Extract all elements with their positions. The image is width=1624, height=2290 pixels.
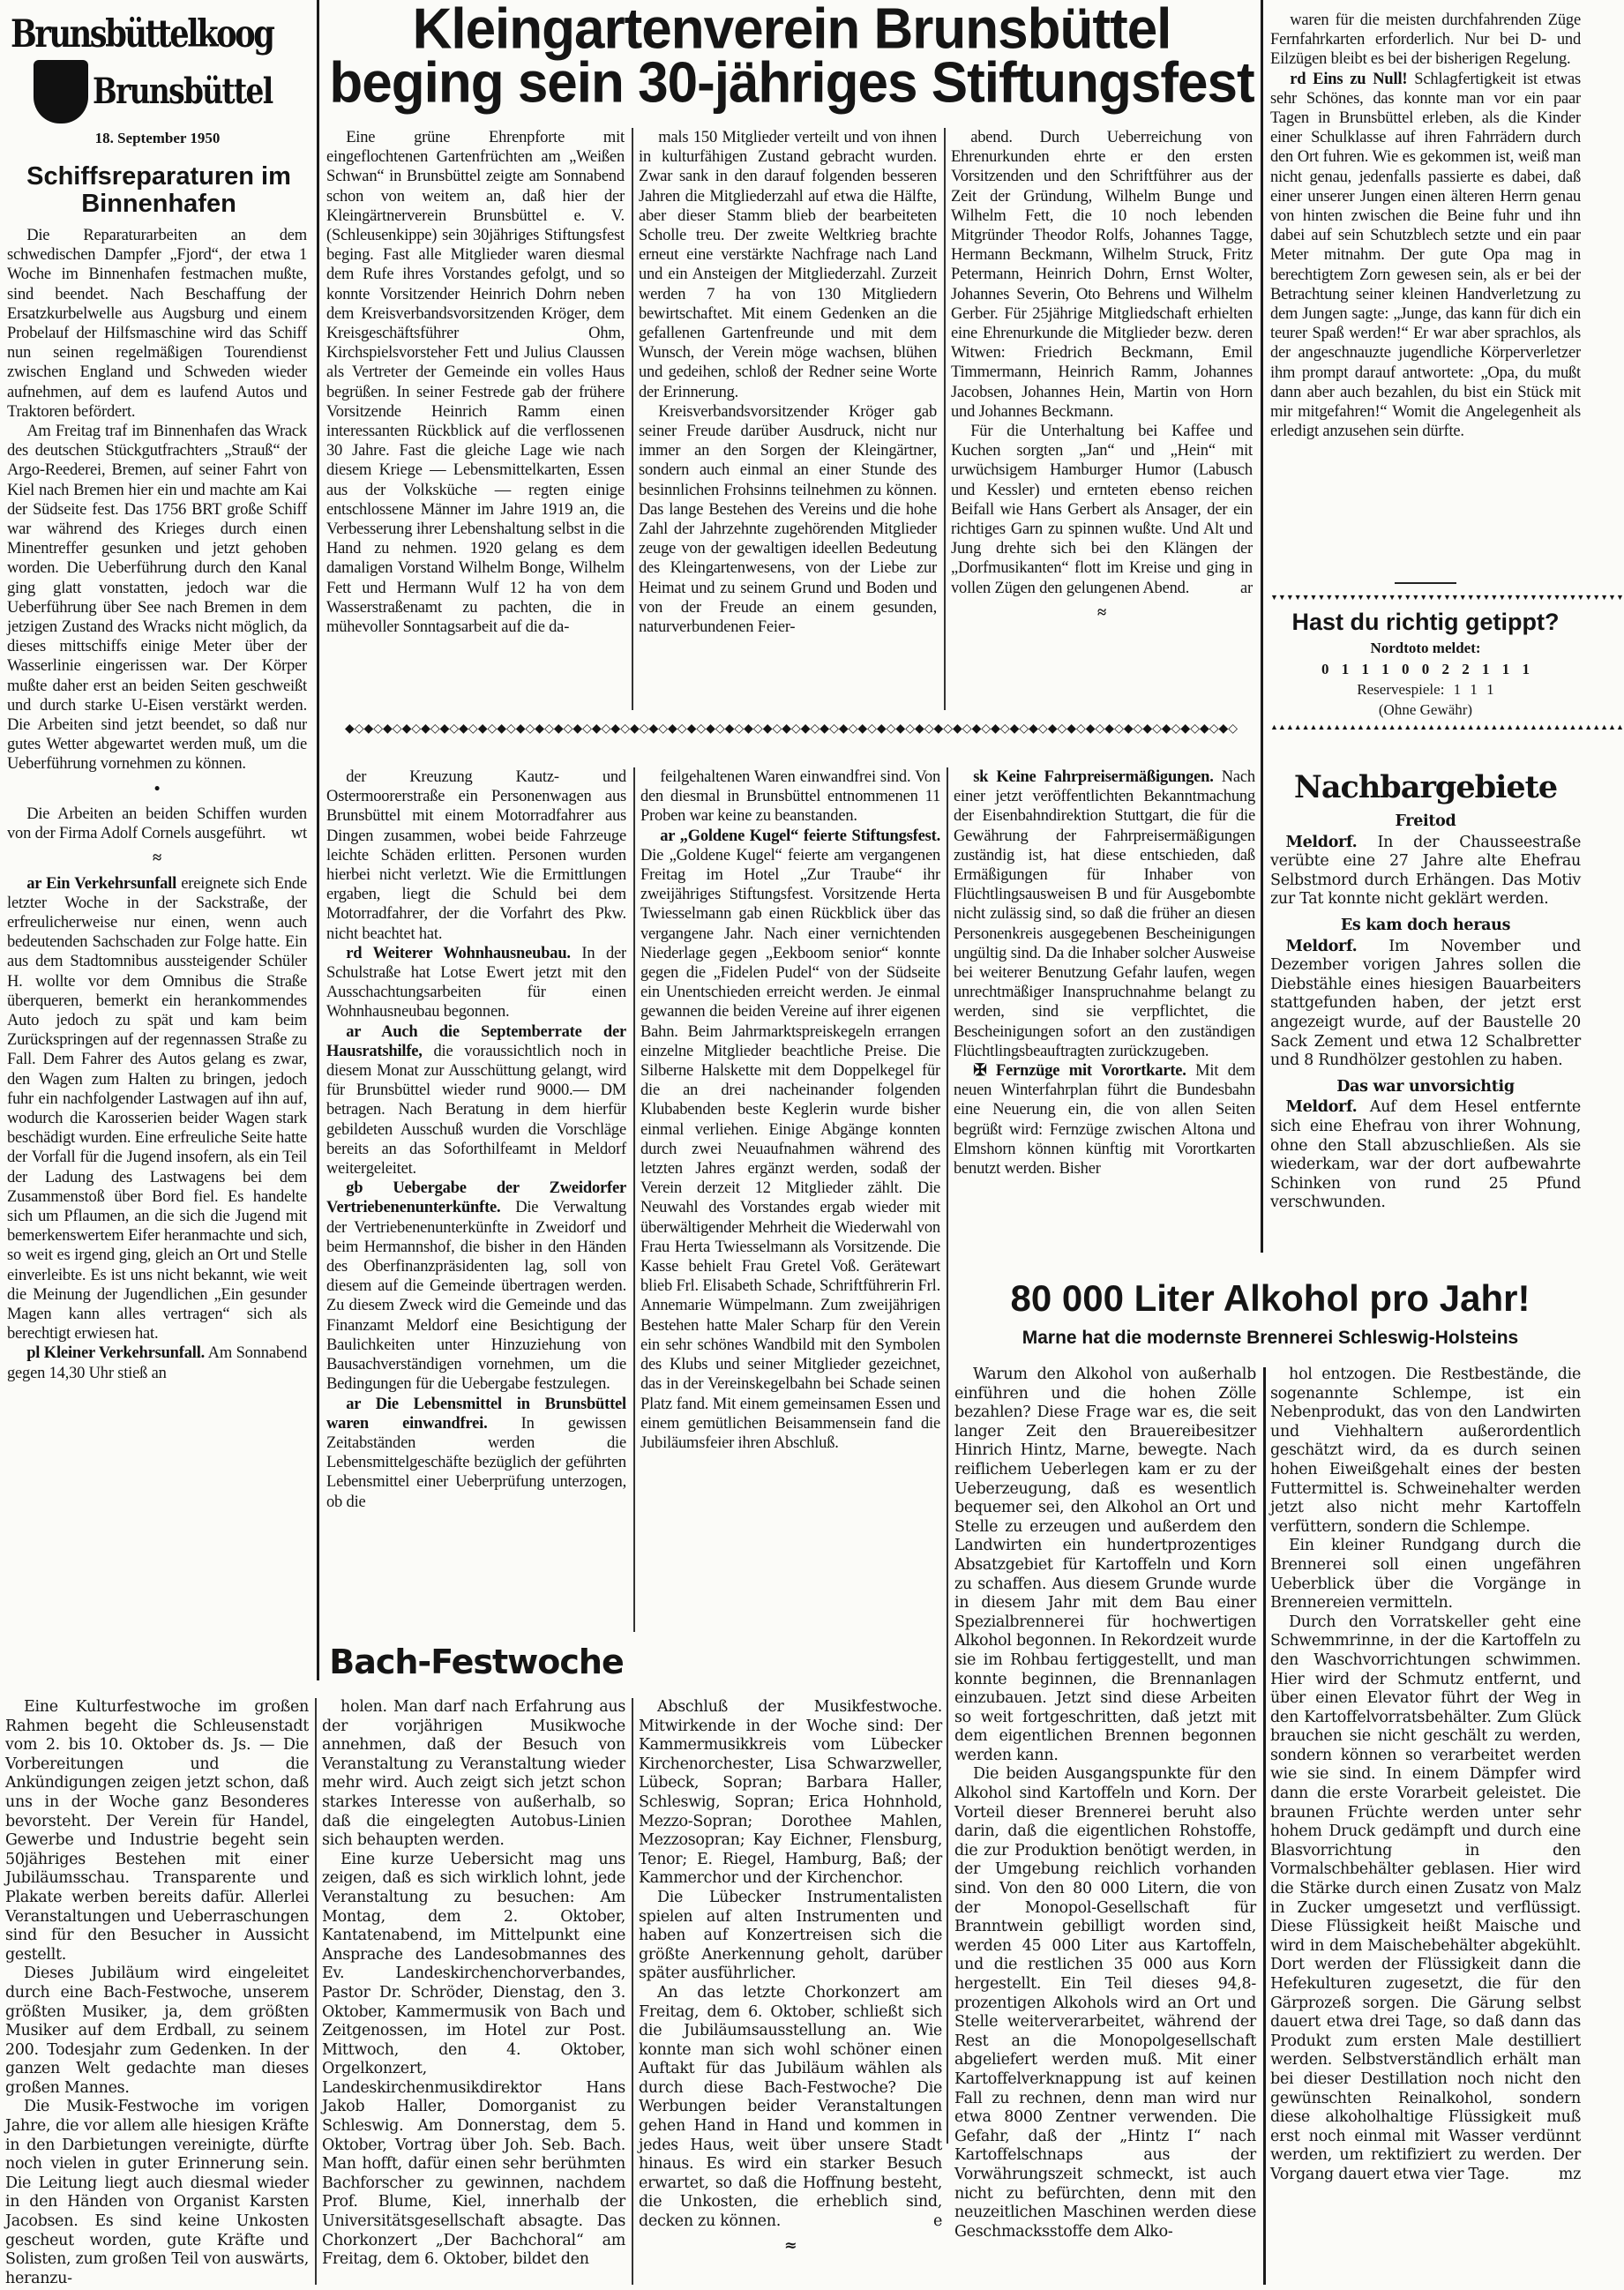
- toto-ornament-bottom: ▲▲▲▲▲▲▲▲▲▲▲▲▲▲▲▲▲▲▲▲▲▲▲▲▲▲▲▲▲▲▲▲▲▲▲▲▲▲▲▲▲▲▲▲▲: [1270, 722, 1624, 731]
- bach-col2: [322, 1698, 625, 2287]
- kleingarten-col2: [639, 128, 937, 715]
- paragraph-text: In gewissen Zeitabständen werden die Lebensmittelgeschäfte bezüglich der geführten Lebensmittel einer Ueberprüfung unterzogen, ob die: [326, 1414, 626, 1511]
- paragraph-text: Die Reparaturarbeiten an dem schwedischen Dampfer „Fjord“, der etwa 1 Woche im Binnenhafen festmachen mußte, sind beendet. Nach Beschaffung der Ersatzkurbelwelle aus Augsburg und einem Probelauf der Hilfsmaschine wird das Schiff nun seinen regelmäßigen Tourendienst zwischen England und Schweden wieder aufnehmen, auf dem es laufend Autos und Traktoren befördert.: [7, 227, 307, 421]
- paragraph: [639, 402, 937, 637]
- author-initials: e: [932, 2212, 942, 2231]
- kleingarten-col3: [951, 128, 1253, 715]
- column-divider: [1263, 1367, 1266, 2285]
- paragraph: [7, 422, 307, 775]
- paragraph: [640, 827, 940, 1454]
- separator-ornament: •: [153, 780, 161, 798]
- toto-ornament-top: ▼▼▼▼▼▼▼▼▼▼▼▼▼▼▼▼▼▼▼▼▼▼▼▼▼▼▼▼▼▼▼▼▼▼▼▼▼▼▼▼▼▼▼▼▼: [1270, 593, 1624, 602]
- paragraph-text: der Kreuzung Kautz- und Ostermoorerstraße ein Personenwagen aus Brunsbüttel mit einem Motorradfahrer aus Dingen zusammen, wobei beide Fahrzeuge leichte Schäden erlitten. Personen wurden hierbei nicht verletzt. Wie die Ermittlungen ergaben, liegt die Schuld bei dem Motorradfahrer, der die Vorfahrt des Pkw. nicht beachtet hat.: [326, 768, 626, 943]
- paragraph: [951, 128, 1253, 422]
- toto-subtitle: Nordtoto meldet:: [1370, 640, 1481, 656]
- paragraph: [7, 804, 307, 843]
- section-title-nachbargebiete: Nachbargebiete: [1293, 769, 1558, 805]
- paragraph-text: waren für die meisten durchfahrenden Züge Fernfahrkarten erforderlich. Nur bei D- und Eilzügen bleibt es bei der bisherigen Regelung.: [1270, 11, 1581, 69]
- paragraph: [326, 1179, 626, 1394]
- article-subtitle-alkohol: Marne hat die modernste Brennerei Schleswig-Holsteins: [1022, 1328, 1519, 1348]
- masthead: [0, 0, 315, 150]
- top-border-ornament: [1395, 582, 1456, 584]
- column-divider: [315, 1698, 317, 2285]
- paragraph: [640, 767, 940, 827]
- paragraph: [1270, 1537, 1581, 1613]
- news-item-heading: Das war unvorsichtig: [1336, 1077, 1515, 1096]
- column-divider: [632, 1698, 633, 2285]
- paragraph-text: mals 150 Mitglieder verteilt und von ihnen in kulturfähigen Zustand gebracht wurden. Zwar sank in den darauf folgenden besseren Jahren die Mitgliederzahl auf etwa die Hälfte, aber dieser Stamm blieb der bearbeiteten Scholle treu. Der zweite Weltkrieg brachte erneut eine verstärkte Nachfrage nach Land und ein Ansteigen der Mitgliederzahl. Zurzeit werden 7 ha von 130 Mitgliedern bewirtschaftet. Mit einem Gedenken an die gefallenen Gartenfreunde und mit dem Wunsch, der Verein möge wachsen, blühen und gedeihen, schloß der Redner seine Worte der Erinnerung.: [639, 129, 937, 401]
- paragraph-lead: gb Uebergabe der Zweidorfer Vertriebenenunterkünfte.: [326, 1179, 626, 1217]
- paragraph-text: Abschluß der Musikfestwoche. Mitwirkende in der Woche sind: Der Kammermusikkreis vom Lübecker Kirchenorchester, Lisa Schwarzweller, Lübeck, Sopran; Barbara Haller, Schleswig, Sopran; Erica Hohnhold, Mezzo-Sopran; Dorothee Mahlen, Mezzosopran; Kay Eichner, Flensburg, Tenor; E. Riegel, Hamburg, Baß; der Kammerchor und der Kirchenchor.: [639, 1698, 942, 1888]
- paragraph: [639, 128, 937, 402]
- masthead-logo-line2: Brunsbüttel: [93, 71, 273, 112]
- toto-title: Hast du richtig getippt?: [1291, 609, 1560, 635]
- paragraph: [954, 1765, 1256, 2241]
- coat-of-arms-icon: [34, 60, 88, 123]
- article-title-alkohol: 80 000 Liter Alkohol pro Jahr!: [1010, 1277, 1530, 1319]
- paragraph-text: Für die Unterhaltung bei Kaffee und Kuchen sorgten „Jan“ und „Hein“ mit urwüchsigem Hamburger Humor (Labusch und Kessler) und ernteten ebenso reichen Beifall wie Hans Gerbert als Ansager, der ein richtiges Garn zu spinnen wußte. Und Alt und Jung drehte sich bei den Klängen der „Dorfmusikanten“ flott im Kreise und ging in vollen Zügen den gelungenen Abend.: [951, 423, 1253, 597]
- column-divider: [632, 128, 633, 710]
- paragraph-text: In der Schulstraße hat Lotse Ewert jetzt mit den Ausschachtungsarbeiten für einen Wohnhausneubau begonnen.: [326, 944, 626, 1022]
- paragraph-text: holen. Man darf nach Erfahrung aus der vorjährigen Musikwoche annehmen, daß der Besuch von Veranstaltung zu Veranstaltung wieder mehr wird. Auch zeigt sich jetzt schon starkes Interesse von außerhalb, so daß die eingelegten Autobus-Linien sich behaupten werden.: [322, 1698, 625, 1850]
- paragraph-text: Eine kurze Uebersicht mag uns zeigen, daß es sich wirklich lohnt, jede Veranstaltung zu besuchen: Am Montag, dem 2. Oktober, Kantatenabend, im Mittelpunkt eine Ansprache des Landesobmannes des Ev. Landeskirchenchorverbandes, Pastor Dr. Schröder, Dienstag, den 3. Oktober, Kammermusik von Bach und Zeitgenossen, im Hotel zur Post. Mittwoch, den 4. Oktober, Orgelkonzert, Landeskirchenmusikdirektor Hans Jakob Haller, Domorganist zu Schleswig. Am Donnerstag, dem 5. Oktober, Vortrag über Joh. Seb. Bach. Man hofft, dafür einen sehr berühmten Bachforscher zu gewinnen, nachdem Prof. Blume, Kiel, innerhalb der Universitätsgesellschaft absagte. Das Chorkonzert „Der Bachchoral“ am Freitag, dem 6. Oktober, bildet den: [322, 1850, 625, 2269]
- author-initials: ar: [1240, 579, 1253, 597]
- paragraph: [1270, 1366, 1581, 1537]
- main-headline: [326, 0, 1257, 116]
- paragraph: [951, 422, 1253, 598]
- article-title-bach: Bach-Festwoche: [329, 1643, 624, 1681]
- paragraph-text: hol entzogen. Die Restbestände, die sogenannte Schlempe, ist ein Nebenprodukt, das von den Landwirten und Viehhaltern außerordentlich geschätzt wird, da es durch seinen hohen Eiweißgehalt eines der besten Futtermittel is. Schweinehalter werden jetzt also nicht mehr Kartoffeln verfüttern, sondern die Schlempe.: [1270, 1366, 1581, 1536]
- paragraph: [326, 767, 626, 944]
- paragraph-text: Die Lübecker Instrumentalisten spielen auf alten Instrumenten und haben auf Konzertreisen sich die größte Anerkennung geholt, darüber später ausführlicher.: [639, 1888, 942, 1983]
- paragraph-text: ereignete sich Ende letzter Woche in der Sackstraße, der erfreulicherweise nur einen, wenn auch bedeutenden Sachschaden zur Folge hatte. Ein aus dem Stadtomnibus aussteigender Schüler H. wollte vor dem Omnibus die Straße überqueren, bemerkt ein herankommendes Auto jedoch zu spät und kam beim Zurückspringen auf der regennassen Straße zu Fall. Dem Fahrer des Autos gelang es zwar, den Wagen zum Halten zu bringen, jedoch fuhr ein nachfolgender Lastwagen auf ihn auf, wodurch die Karosserien beider Wagen stark beschädigt wurden. Eine erfreuliche Seite hatte der Vorfall für die Jugend insofern, als ein Teil der Ladung des Lastwagens bei dem Zusammenstoß über Bord fiel. Es handelte sich um Pflaumen, an die sich die Jugend mit bemerkenswertem Eifer heranmachte und sich, so weit es irgend ging, gleich an Ort und Stelle einverleibte. Es ist uns nicht bekannt, wie weit die Meinung der Jugendlichen „Ein gesunder Magen kann alles vertragen“ sich als berechtigt erwiesen hat.: [7, 874, 307, 1343]
- paragraph-text: die voraussichtlich noch in diesem Monat zur Ausschüttung gelangt, wird für Brunsbüttel wieder rund 9000.— DM betragen. Nach Beratung in dem hierfür gebildeten Ausschuß wurden die Vorschläge bereits an das Soforthilfeamt in Meldorf weitergeleitet.: [326, 1042, 626, 1179]
- author-initials: wt: [290, 825, 307, 843]
- paragraph: [326, 1022, 626, 1179]
- local-news-col2: [640, 767, 940, 1632]
- paragraph-lead: ar Ein Verkehrsunfall: [26, 874, 177, 893]
- paragraph-lead: pl Kleiner Verkehrsunfall.: [26, 1344, 206, 1363]
- paragraph: [639, 1698, 942, 1889]
- separator-ornament: ≈: [153, 849, 161, 868]
- kleingarten-col1: [326, 128, 625, 715]
- toto-results: 0 1 1 1 0 0 2 2 1 1 1: [1321, 661, 1530, 677]
- toto-reserve: Reservespiele: 1 1 1: [1357, 681, 1494, 698]
- local-news-col1: [326, 767, 626, 1632]
- paragraph-text: Schlagfertigkeit ist etwas sehr Schönes, das konnte man vor ein paar Tagen in Brunsbüttel erleben, als die Kinder einer Schulklasse auf ihren Fahrrädern durch den Ort fuhren. Wie es gekommen ist, weiß man nicht genau, jedenfalls passierte es dabei, daß einer unserer Jungen einen älteren Herrn genau von hinten zwischen die Beine fuhr und ihn dabei auf sein Schutzblech setzte und ein paar Meter mitnahm. Der gute Opa mag in berechtigtem Zorn gewesen sein, als er bei der Betrachtung seiner kleinen Handverletzung zu dem Jungen sagte: „Junge, das kann für dich ein teurer Spaß werden!“ Er war aber sprachlos, als der angeschnauzte jugendliche Körperverletzer ihm prompt darauf antwortete: „Opa, du mußt dann aber auch bezahlen, du bist ein Stück mit mir mitgefahren!“ Womit die Angelegenheit als erledigt anzusehen sein dürfte.: [1270, 70, 1581, 441]
- paragraph-lead: rd Eins zu Null!: [1290, 70, 1408, 88]
- headline-line2: beging sein 30-jähriges Stiftungsfest: [329, 50, 1254, 116]
- paragraph-text: Ein kleiner Rundgang durch die Brennerei soll einen ungefähren Ueberblick über die Vorgänge in Brennereien vermitteln.: [1270, 1537, 1581, 1613]
- article-schiffsreparaturen: [7, 226, 307, 1630]
- news-item-body: Im November und Dezember vorigen Jahres sollen die Diebstähle eines hiesigen Bauarbeiters stattgefunden haben, der jetzt erst angezeigt wurde, auf der Baustelle 20 Sack Zement und etwa 12 Schalbretter und 8 Rundhölzer gestohlen zu haben.: [1270, 937, 1581, 1070]
- toto-note: (Ohne Gewähr): [1378, 701, 1473, 718]
- news-item-text: [1270, 1098, 1581, 1213]
- news-item-body: In der Chausseestraße verübte eine 27 Jahre alte Ehefrau Selbstmord durch Erhängen. Das Motiv zur Tat konnte nicht geklärt werden.: [1270, 833, 1581, 909]
- paragraph-text: Nach einer jetzt veröffentlichten Bekanntmachung der Eisenbahndirektion Stuttgart, die für die Gewährung der Fahrpreisermäßigungen zuständig ist, hat diese entschieden, daß Ermäßigungen für Inhaber von Flüchtlingsausweisen B und für Ausgebombte nicht zulässig sind, so daß die früher an diesen Personenkreis ausgegebenen Bescheinigungen ungültig sind. Da die Inhaber solcher Ausweise bei weiterer Benutzung Gefahr laufen, wegen unrechtmäßiger Inanspruchnahme belangt zu werden, sind sie verpflichtet, die Bescheinigungen sofort an den zuständigen Flüchtlingsbeauftragten zurückzugeben.: [954, 768, 1255, 1060]
- paragraph-lead: ar Auch die Septemberrate der Hausratshilfe,: [326, 1022, 626, 1060]
- paragraph: [1270, 11, 1581, 70]
- bach-col3: [639, 1698, 942, 2287]
- news-item-text: [1270, 834, 1581, 909]
- paragraph: [1270, 1613, 1581, 2185]
- masthead-logo-line1: Brunsbüttelkoog: [11, 12, 273, 56]
- paragraph: [5, 1698, 309, 1964]
- paragraph-text: Die beiden Ausgangspunkte für den Alkohol sind Kartoffeln und Korn. Der Vorteil dieser Brennerei beruht also darin, daß die eigentlichen Rohstoffe, die zur Produktion benötigt werden, in der Umgebung reichlich vorhanden sind. Von den 80 000 Litern, die von der Monopol-Gesellschaft für Branntwein gebilligt worden sind, werden 45 000 Liter aus Kartoffeln, und die restlichen 35 000 aus Korn hergestellt. Ein Teil dieses 94,8-prozentigen Alkohols wird an Ort und Stelle weiterverarbeitet, während der Rest an die Monopolgesellschaft abgeliefert werden muß. Mit einer Kartoffelverknappung ist auf keinen Fall zu rechnen, denn man wird nur etwa 8000 Zentner verwenden. Die Gefahr, daß der „Hintz I“ nach Kartoffelschnaps aus der Vorwährungszeit schmeckt, ist auch nicht zu befürchten, denn mit den neuzeitlichen Maschinen werden diese Geschmacksstoffe dem Alko-: [954, 1765, 1256, 2241]
- alkohol-col2: [1270, 1366, 1581, 2285]
- paragraph-text: Dieses Jubiläum wird eingeleitet durch eine Bach-Festwoche, unserem größten Musiker, ja, dem größten Musiker auf dem Erdball, zu seinem 200. Todesjahr zum Gedenken. In der ganzen Welt gedachte man dieses großen Mannes.: [5, 1964, 309, 2097]
- paragraph: [7, 874, 307, 1344]
- news-item-place: Meldorf.: [1285, 1098, 1358, 1117]
- bach-col1: [5, 1698, 309, 2287]
- issue-date: 18. September 1950: [94, 130, 221, 146]
- nachbargebiete-section: [1270, 769, 1581, 1213]
- ornamental-divider: ◆◇◆◇◆◇◆◇◆◇◆◇◆◇◆◇◆◇◆◇◆◇◆◇◆◇◆◇◆◇◆◇◆◇◆◇◆◇◆◇◆◇◆◇◆◇◆◇◆◇◆◇◆◇◆◇◆◇◆◇◆◇◆◇◆◇◆◇◆◇◆◇◆◇◆◇◆◇◆◇◆◇◆◇◆◇◆◇◆◇◆◇◆◇: [344, 722, 1239, 736]
- paragraph-text: Eine grüne Ehrenpforte mit eingeflochtenen Gartenfrüchten am „Weißen Schwan“ in Brunsbüttel zeigte am Sonnabend schon von weitem an, daß hier der Kleingärtnerverein Brunsbüttel e. V. (Schleusenkippe) sein 30jähriges Stiftungsfest beging. Fast alle Mitglieder waren diesmal dem Rufe ihres Vorstandes gefolgt, und so konnte Vorsitzender Heinrich Dohrn neben dem Kreisverbandsvorsitzenden Kröger, dem Kreisgeschäftsführer Ohm, Kirchspielsvorsteher Fett und Julius Claussen als Vertreter der Gemeinde ein volles Haus begrüßen. In seiner Festrede gab der frühere Vorsitzende Heinrich Ramm einen interessanten Rückblick auf die verflossenen 30 Jahre. Fast die gleiche Lage wie nach diesem Kriege — Lebensmittelkarten, Essen aus der Volksküche — regten einige entschlossene Männer im Jahre 1919 an, die Verbesserung ihrer Lebenshaltung selbst in die Hand zu nehmen. 1920 gelang es dem damaligen Vorstand Wilhelm Bonge, Wilhelm Fett und Hermann Wulf 12 ha von dem Wasserstraßenamt zu pachten, die in mühevoller Sonntagsarbeit auf die da-: [326, 129, 625, 637]
- column-divider: [1261, 0, 1263, 1253]
- author-initials: mz: [1558, 2165, 1581, 2183]
- article-title-schiffsreparaturen: Schiffsreparaturen im Binnenhafen: [26, 162, 291, 218]
- paragraph: [5, 1964, 309, 2098]
- separator-ornament: ≈: [1097, 603, 1106, 622]
- alkohol-col1: [954, 1366, 1256, 2285]
- paragraph: [954, 767, 1255, 1061]
- paragraph-text: Warum den Alkohol von außerhalb einführen und die hohen Zölle bezahlen? Diese Frage war es, die seit langer Zeit den Brauereibesitzer Hinrich Hintz, Marne, bewegte. Nach reiflichem Ueberlegen kam er zu der Ueberzeugung, daß es wesentlich bequemer sei, den Alkohol an Ort und Stelle zu erzeugen und außerdem den Landwirten ein hundertprozentiges Absatzgebiet für Kartoffeln und Korn zu schaffen. Aus diesem Grunde wurde in diesem Jahr mit dem Bau einer Spezialbrennerei für hochwertigen Alkohol begonnen. In Rekordzeit wurde sie im Rohbau fertiggestellt, und man konnte beginnen, die Brennanlagen einzubauen. Jetzt sind diese Arbeiten so weit fortgeschritten, daß jetzt mit dem eigentlichen Brennen begonnen werden kann.: [954, 1366, 1256, 1764]
- column-divider: [944, 128, 946, 710]
- news-item-heading: Freitod: [1395, 812, 1456, 830]
- paragraph-text: Am Freitag traf im Binnenhafen das Wrack des deutschen Stückgutfrachters „Strauß“ der Argo-Reederei, Bremen, auf seiner Fahrt von Kiel nach Bremen hier ein und machte am Kai der Südseite fest. Das 1756 BRT große Schiff war während des Krieges durch einen Minentreffer gesunken und jetzt gehoben worden. Die Ueberführung durch den Kanal ging glatt vonstatten, jedoch war die Ueberführung über See nach Bremen in dem jetzigen Zustand des Wracks nicht möglich, da dieses mittschiffs einige Meter über der Wasserlinie eingerissen war. Der Körper mußte daher erst an beiden Seiten geschweißt und durch starke U-Eisen verstärkt werden. Die Arbeiten sind jetzt beendet, so daß nur gutes Wetter abgewartet werden muß, um die Ueberführung vornehmen zu können.: [7, 423, 307, 774]
- right-column-news: [1270, 11, 1581, 575]
- paragraph: [326, 128, 625, 637]
- paragraph-text: abend. Durch Ueberreichung von Ehrenurkunden ehrte er den ersten Vorsitzenden und den Schriftführer aus der Zeit der Gründung, Wilhelm Bunge und Wilhelm Fett, die 10 noch lebenden Mitgründer Theodor Rolfs, Johannes Tagge, Hermann Beckmann, Wilhelm Struck, Fritz Petermann, Heinrich Dohrn, Ernst Wolter, Johannes Severin, Oto Behrens und Wilhelm Gerber. Für 25jährige Mitgliedschaft erhielten eine Ehrenurkunde die Mitglieder bezw. deren Witwen: Friedrich Beckmann, Emil Timmermann, Heinrich Ramm, Johannes Jacobsen, Johannes Hein, Martin von Horn und Johannes Beckmann.: [951, 129, 1253, 421]
- news-item-body: Auf dem Hesel entfernte sich eine Ehefrau von ihrer Wohnung, ohne den Stall abzuschließen. Als sie wiederkam, war der dort aufbewahrte Schinken von rund 25 Pfund verschwunden.: [1270, 1098, 1581, 1212]
- paragraph: [639, 1889, 942, 1984]
- news-item-place: Meldorf.: [1285, 937, 1358, 955]
- paragraph-text: Die Musik-Festwoche im vorigen Jahre, die vor allem alle hiesigen Kräfte in den Darbietungen vereinigte, dürfte noch vielen in guter Erinnerung sein. Die Leitung liegt auch diesmal wieder in den Händen von Organist Karsten Jacobsen. Es sind keine Unkosten gescheut worden, gute Kräfte und Solisten, zum großen Teil von auswärts, heranzu-: [5, 2098, 309, 2287]
- paragraph-lead: rd Weiterer Wohnhausneubau.: [346, 944, 571, 962]
- paragraph: [326, 944, 626, 1022]
- paragraph: [639, 1984, 942, 2232]
- paragraph-text: Durch den Vorratskeller geht eine Schwemmrinne, in der die Kartoffeln zu den Waschvorrichtungen schwimmen. Hier wird der Schmutz entfernt, und über einen Elevator führt der Weg in den Kartoffelvorratsbehälter. Zum Glück brauchen sie nicht geschält zu werden, sondern können so verarbeitet werden wie sie sind. In einem Dämpfer wird dann die erste Vorarbeit geleistet. Die braunen Früchte werden unter sehr hohem Druck gedämpft und durch eine Blasvorrichtung in den Vormalschbehälter geblasen. Hier wird die Stärke durch einen Zusatz von Malz in Zucker umgesetzt und verflüssigt. Diese Flüssigkeit heißt Maische und wird in dem Maischebehälter abgekühlt. Dort werden der Flüssigkeit dann die Hefekulturen zugesetzt, die für den Gärprozeß sorgen. Die Gärung selbst dauert etwa drei Tage, so daß dann das Produkt zum ersten Male destilliert werden. Selbstverständlich erhält man bei dieser Destillation noch nicht den gewünschten Reinalkohol, sondern diese alkoholhaltige Flüssigkeit muß erst noch einmal mit Wasser verdünnt werden, um rektifiziert zu werden. Der Vorgang dauert etwa vier Tage.: [1270, 1613, 1581, 2183]
- paragraph: [1270, 70, 1581, 442]
- paragraph-text: Die Verwaltung der Vertriebenenunterkünfte in Zweidorf und beim Hermannshof, die bisher in den Händen des Oberfinanzpräsidenten lag, soll von diesem auf die Gemeinde übertragen werden. Zu diesem Zweck wird die Gemeinde und das Finanzamt Meldorf eine Besichtigung der Baulichkeiten unter Hinzuziehung von Bausachverständigen vornehmen, um die Bedingungen für die Uebergabe festzulegen.: [326, 1199, 626, 1394]
- paragraph: [954, 1366, 1256, 1765]
- news-item-heading: Es kam doch heraus: [1340, 916, 1511, 934]
- paragraph: [322, 1698, 625, 1851]
- paragraph: [326, 1395, 626, 1512]
- paragraph-text: Die „Goldene Kugel“ feierte am vergangenen Freitag im Hotel „Zur Traube“ ihr zweijähriges Stiftungsfest. Vorsitzende Herta Twiesselmann gab einen Rückblick über das vergangene Jahr. Nach einer vernichtenden Niederlage gegen „Eekboom senior“ konnte gegen die „Fidelen Pudel“ von der Südseite ein Unentschieden erreicht werden. Je einmal gewannen die beiden Vereine auf ihrer eigenen Bahn. Beim Jahrmarktspreiskegeln errangen einzelne Mitglieder beachtliche Preise. Die Silberne Halskette mit dem Doppelkegel für die an drei nacheinander folgenden Klubabenden beste Keglerin wurde bisher einmal verliehen. Einige Abgänge konnten durch zwei Neuaufnahmen während des letzten Jahres ergänzt werden, sodaß der Verein derzeit 12 Mitglieder zählt. Die Neuwahl des Vorstandes ergab wieder mit überwältigender Mehrheit die Wiederwahl von Frau Herta Twiesselmann als Vorsitzende. Die Kasse behielt Frau Gretel Voß. Gerätewart blieb Frl. Elisabeth Schade, Schriftführerin Frl. Annemarie Wümpelmann. Zum zweijährigen Bestehen hatte Maler Scharp für den Verein ein sehr schönes Wandbild mit den Symbolen des Klubs und seiner Mitglieder gezeichnet, das in der Vereinskegelbahn bei Schade seinen Platz fand. Mit einem gemeinsamen Essen und einem gemütlichen Beisammensein fand die Jubiläumsfeier ihren Abschluß.: [640, 846, 940, 1452]
- paragraph-text: Mit dem neuen Winterfahrplan führt die Bundesbahn eine Neuerung ein, die von allen Seiten begrüßt wird: Fernzüge zwischen Altona und Elmshorn können künftig mit Vorortkarten benutzt werden. Bisher: [954, 1062, 1256, 1179]
- paragraph-lead: ar „Goldene Kugel“ feierte Stiftungsfest.: [660, 827, 940, 845]
- news-item-place: Meldorf.: [1285, 833, 1358, 851]
- toto-box: [1270, 582, 1624, 750]
- local-news-col3: [954, 767, 1255, 1248]
- separator-ornament: ≈: [783, 2236, 797, 2255]
- paragraph: [322, 1851, 625, 2270]
- paragraph-lead: sk Keine Fahrpreisermäßigungen.: [973, 768, 1214, 786]
- paragraph: [954, 1061, 1255, 1179]
- nachbar-items: [1270, 812, 1581, 1213]
- news-item-text: [1270, 938, 1581, 1071]
- paragraph-text: Am Sonnabend gegen 14,30 Uhr stieß an: [7, 1344, 307, 1382]
- column-divider: [317, 0, 319, 1680]
- column-divider: [947, 767, 948, 2144]
- paragraph: [5, 2098, 309, 2288]
- column-divider: [633, 767, 635, 1632]
- paragraph-text: Die Arbeiten an beiden Schiffen wurden von der Firma Adolf Cornels ausgeführt.: [7, 804, 307, 843]
- paragraph-lead: ar Die Lebensmittel in Brunsbüttel waren einwandfrei.: [326, 1395, 626, 1433]
- paragraph-text: Eine Kulturfestwoche im großen Rahmen begeht die Schleusenstadt vom 2. bis 10. Oktober ds. Js. — Die Vorbereitungen und die Ankündigungen zeigen jetzt schon, daß uns in der Woche ganz Besonderes bevorsteht. Der Verein für Handel, Gewerbe und Industrie begeht sein 50jähriges Bestehen mit einer Jubiläumsschau. Transparente und Plakate werben bereits dafür. Allerlei Veranstaltungen und Ueberraschungen sind für den Besucher in Aussicht gestellt.: [5, 1698, 309, 1964]
- paragraph-text: feilgehaltenen Waren einwandfrei sind. Von den diesmal in Brunsbüttel entnommenen 11 Proben war keine zu beanstanden.: [640, 768, 940, 826]
- paragraph-text: Kreisverbandsvorsitzender Kröger gab seiner Freude darüber Ausdruck, nicht nur immer an den Sorgen der Kleingärtner, sondern auch einmal an einer Stunde des besinnlichen Frohsinns teilnehmen zu können. Das lange Bestehen des Vereins und die hohe Zahl der Jahrzehnte zugehörenden Mitglieder zeuge von der gewaltigen ideellen Bedeutung des Kleingartenwesens, von der Liebe zur Heimat und zu seinem Grund und Boden und von der Freude an einem gesunden, naturverbundenen Feier-: [639, 402, 937, 637]
- paragraph-text: An das letzte Chorkonzert am Freitag, dem 6. Oktober, schließt sich die Jubiläumsausstellung an. Wie konnte man sich wohl schöner einen Auftakt für das Jubiläum wählen als durch diese Bach-Festwoche? Die Werbungen beider Veranstaltungen gehen Hand in Hand und kommen in jedes Haus, weit über unsere Stadt hinaus. Es wird ein starker Besuch erwartet, so daß die Hoffnung besteht, die Unkosten, die erheblich sind, decken zu können.: [639, 1983, 942, 2231]
- headline-line1: Kleingartenverein Brunsbüttel: [412, 0, 1171, 62]
- paragraph-lead: ✠ Fernzüge mit Vorortkarte.: [973, 1062, 1186, 1081]
- paragraph: [7, 1343, 307, 1382]
- paragraph: [7, 226, 307, 422]
